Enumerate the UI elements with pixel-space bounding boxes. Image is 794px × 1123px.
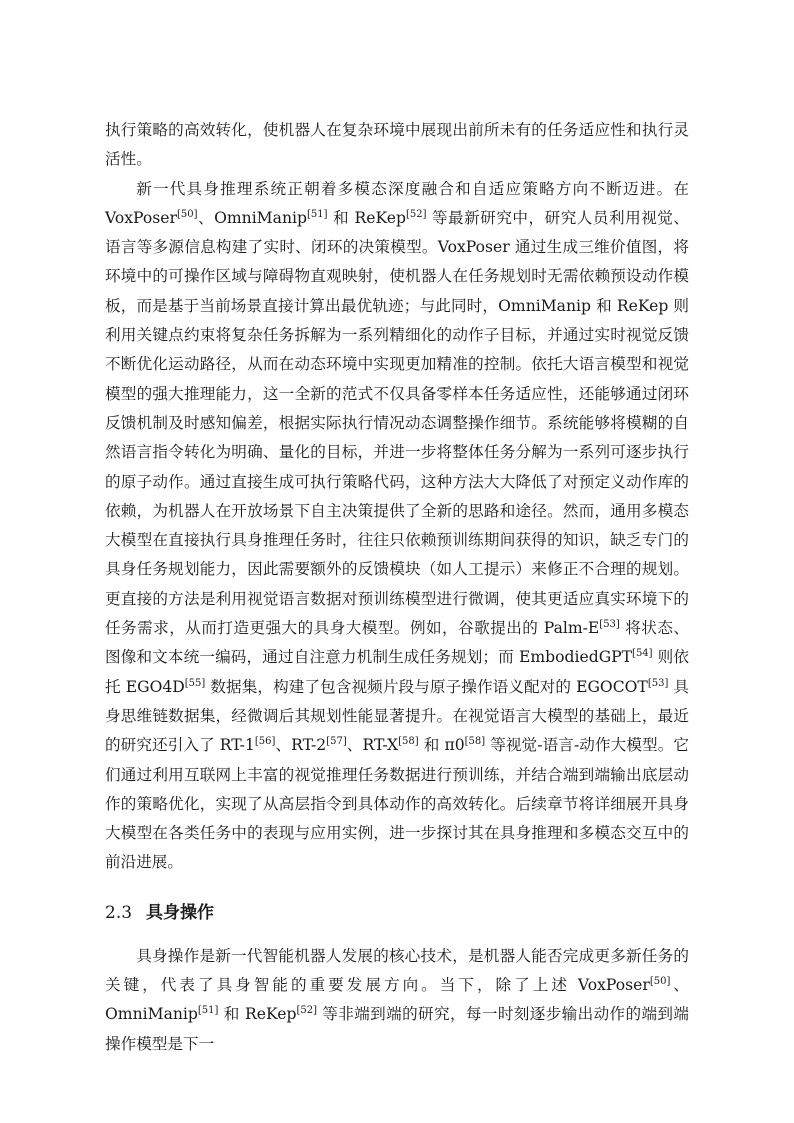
citation: [57]: [326, 736, 347, 748]
citation: [50]: [176, 208, 198, 220]
text-run: 则依托 EGO4D: [105, 648, 689, 696]
citation: [52]: [296, 1005, 317, 1017]
text-run: 等最新研究中，研究人员利用视觉、语言等多源信息构建了实时、闭环的决策模型。VoxPoser 通过生成三维价值图，将环境中的可操作区域与障碍物直观映射，使机器人在任务规划时无需依赖预设动作模板，而是基于当前场景直接计算出最优轨迹；与此同时，OmniManip 和 ReKep 则利用关键点约束将复杂任务拆解为一系列精细化的动作子目标，并通过实时视觉反馈不断优化运动路径，从而在动态环境中实现更加精准的控制。依托大语言模型和视觉模型的强大推理能力，这一全新的范式不仅具备零样本任务适应性，还能够通过闭环反馈机制及时感知偏差，根据实际执行情况动态调整操作细节。系统能够将模糊的自然语言指令转化为明确、量化的目标，并进一步将整体任务分解为一系列可逐步执行的原子动作。通过直接生成可执行策略代码，这种方法大大降低了对预定义动作库的依赖，为机器人在开放场景下自主决策提供了全新的思路和途径。然而，通用多模态大模型在直接执行具身推理任务时，往往只依赖预训练期间获得的知识，缺乏专门的具身任务规划能力，因此需要额外的反馈模块（如人工提示）来修正不合理的规划。更直接的方法是利用视觉语言数据对预训练模型进行微调，使其更适应真实环境下的任务需求，从而打造更强大的具身大模型。例如，谷歌提出的 Palm-E: [105, 208, 689, 638]
text-run: 具身思维链数据集，经微调后其规划性能显著提升。在视觉语言大模型的基础上，最近的研究还引入了 RT-1: [105, 677, 689, 755]
paragraph-continuation: 执行策略的高效转化，使机器人在复杂环境中展现出前所未有的任务适应性和执行灵活性。: [105, 121, 689, 169]
citation: [54]: [632, 648, 653, 660]
citation: [51]: [306, 208, 328, 220]
section-title: 具身操作: [146, 902, 215, 923]
text-run: 、RT-2: [275, 736, 327, 755]
text-run: 数据集，构建了包含视频片段与原子操作语义配对的 EGOCOT: [205, 677, 648, 696]
citation: [53]: [599, 619, 620, 631]
citation: [51]: [197, 1005, 219, 1017]
document-page: [105, 116, 689, 1059]
citation: [56]: [254, 736, 276, 748]
text-run: 将状态、图像和文本统一编码，通过自注意力机制生成任务规划；而 EmbodiedGPT: [105, 619, 689, 667]
text-run: 和 ReKep: [327, 208, 406, 227]
text-run: 新一代具身推理系统正朝着多模态深度融合和自适应策略方向不断迈进。在 VoxPoser: [105, 179, 689, 227]
text-run: 、OmniManip: [197, 208, 307, 227]
section-heading: [105, 898, 689, 928]
text-run: 等非端到端的研究，每一时刻逐步输出动作的端到端操作模型是下一: [105, 1005, 689, 1053]
text-run: 、RT-X: [346, 736, 399, 755]
paragraph-embodied-reasoning: [105, 175, 689, 878]
paragraph-embodied-manipulation: [105, 942, 689, 1059]
citation: [55]: [184, 677, 206, 689]
citation: [52]: [405, 208, 427, 220]
text-run: 和 π0: [418, 736, 465, 755]
citation: [58]: [464, 736, 486, 748]
section-number: 2.3: [105, 902, 133, 923]
citation: [53]: [647, 677, 669, 689]
text-run: 等视觉-语言-动作大模型。它们通过利用互联网上丰富的视觉推理任务数据进行预训练，并结合端到端输出底层动作的策略优化，实现了从高层指令到具体动作的高效转化。后续章节将详细展开具身大模型在各类任务中的表现与应用实例，进一步探讨其在具身推理和多模态交互中的前沿进展。: [105, 736, 689, 872]
text-run: 具身操作是新一代智能机器人发展的核心技术，是机器人能否完成更多新任务的关键，代表了具身智能的重要发展方向。当下，除了上述 VoxPoser: [105, 946, 689, 995]
citation: [58]: [398, 736, 419, 748]
text-run: 、OmniManip: [105, 976, 689, 1024]
text-run: 和 ReKep: [218, 1005, 297, 1024]
citation: [50]: [649, 976, 671, 988]
